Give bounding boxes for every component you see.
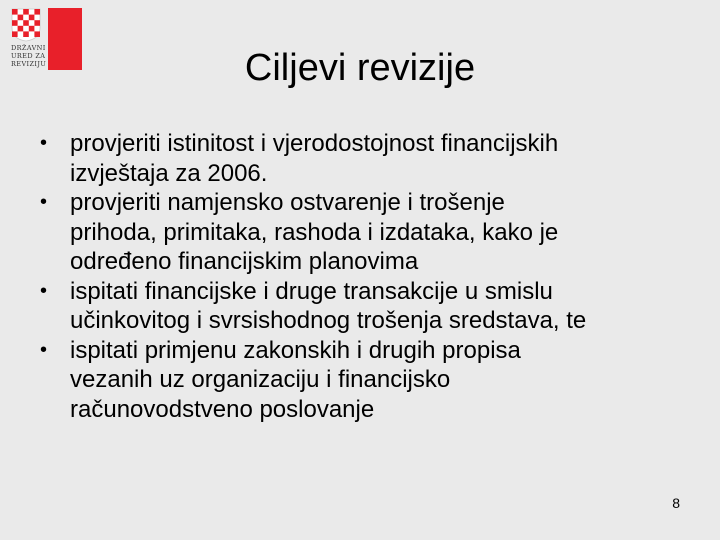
shield-check bbox=[12, 20, 18, 26]
shield-check bbox=[29, 26, 35, 32]
shield-check bbox=[34, 31, 40, 37]
bullet-text-line: određeno financijskim planovima bbox=[70, 248, 419, 275]
slide-title: Ciljevi revizije bbox=[244, 47, 476, 89]
page-number: 8 bbox=[672, 495, 680, 511]
shield-check bbox=[29, 15, 35, 21]
bullet-text-line: ispitati financijske i druge transakcije u smislu bbox=[70, 277, 553, 305]
bullet-text-line: provjeriti istinitost i vjerodostojnost financijskih bbox=[70, 130, 559, 157]
logo-text-line: REVIZIJU bbox=[11, 60, 47, 68]
shield-check bbox=[23, 20, 29, 26]
bullet-text-line: računovodstveno poslovanje bbox=[70, 395, 375, 423]
shield-check bbox=[12, 9, 18, 15]
bullet-text-line: provjeriti namjensko ostvarenje i trošenje bbox=[70, 189, 505, 216]
shield-check bbox=[18, 15, 24, 21]
bullet-item bbox=[40, 336, 700, 425]
shield-check bbox=[34, 20, 40, 26]
bullet-text-line: izvještaja za 2006. bbox=[70, 159, 268, 187]
logo-text-line: DRŽAVNI bbox=[11, 44, 46, 52]
bullet-item bbox=[40, 188, 700, 277]
bullet-text-line: ispitati primjenu zakonskih i drugih propisa bbox=[70, 336, 521, 364]
shield-check bbox=[34, 9, 40, 15]
bullet-marker: • bbox=[40, 338, 48, 361]
bullet-item bbox=[40, 277, 700, 336]
bullet-list bbox=[40, 129, 700, 424]
bullet-text-line: vezanih uz organizaciju i financijsko bbox=[70, 366, 451, 393]
shield-check bbox=[12, 31, 18, 37]
bullet-item bbox=[40, 129, 700, 188]
bullet-text-line: učinkovitog i svrsishodnog trošenja sredstava, te bbox=[70, 307, 587, 334]
shield-check bbox=[23, 31, 29, 37]
logo-text-line: URED ZA bbox=[11, 52, 46, 60]
bullet-marker: • bbox=[40, 279, 48, 302]
shield-check bbox=[18, 26, 24, 32]
bullet-marker: • bbox=[40, 132, 48, 154]
croatian-coat-of-arms-icon bbox=[11, 8, 41, 42]
bullet-marker: • bbox=[40, 191, 48, 213]
shield-check bbox=[23, 9, 29, 15]
bullet-text-line: prihoda, primitaka, rashoda i izdataka, kako je bbox=[70, 218, 559, 246]
